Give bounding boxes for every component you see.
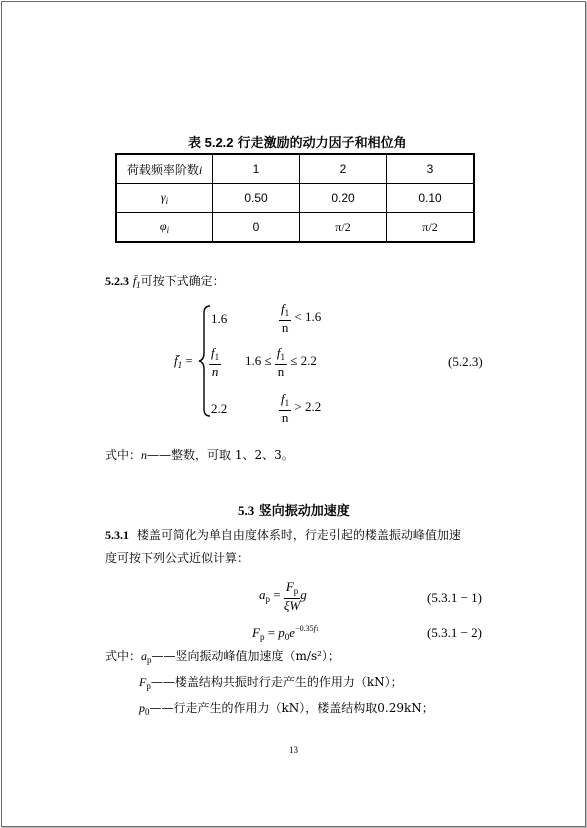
section-title: 5.3 竖向振动加速度 [238, 503, 350, 519]
clause-5-2-3-heading: 5.2.3 $f̄_1$可按下式确定： [105, 274, 225, 290]
equation-number-5-3-1-2: (5.3.1 − 2) [427, 625, 482, 640]
table-caption [188, 132, 407, 151]
table-col-header: 1 [213, 154, 300, 184]
table-caption-text: 行走激励的动力因子和相位角 [237, 136, 407, 151]
case-1-value: 1.6 [211, 311, 228, 326]
table-row [116, 213, 474, 243]
case-1-condition: $\frac{f_1}{n}$ < 1.6 [281, 301, 322, 335]
equation-lhs: $f̄_1$ = [174, 353, 193, 370]
equation-number-5-2-3: (5.2.3) [448, 354, 483, 369]
case-2-value: $\frac{f_1}{n}$ [211, 345, 220, 379]
equation-number-5-3-1-1: (5.3.1 − 1) [427, 590, 482, 605]
where-def-ap: 式中：$a_p——$竖向振动峰值加速度（m/s²）； [105, 649, 340, 665]
page-number: 13 [289, 745, 298, 755]
table-cell: 0.50 [213, 184, 300, 213]
table-cell: 0.20 [300, 184, 387, 213]
table-cell: 0 [213, 213, 300, 243]
case-2-condition: 1.6 ≤ $\frac{f_1}{n}$ ≤ 2.2 [245, 345, 317, 379]
clause-5-3-1-line-2: 度可按下列公式近似计算： [105, 551, 250, 565]
table-row-symbol: $\gamma_i$ [116, 184, 213, 213]
clause-number: 5.3.1 [105, 528, 129, 542]
clause-number: 5.2.3 [105, 274, 129, 288]
table-col-header: 3 [387, 154, 475, 184]
dynamic-factor-table [115, 153, 475, 243]
equation-5-3-1-1: $a_p$ = $\frac{F_p}{\xi W}$ g [259, 579, 307, 613]
table-cell: π/2 [300, 213, 387, 243]
table-row-symbol: $\varphi_i$ [116, 213, 213, 243]
where-note-5-2-3: 式中：n——整数，可取 1、2、3。 [105, 448, 294, 462]
where-def-p0: $p_0——$行走产生的作用力（kN），楼盖结构取0.29kN； [139, 701, 434, 717]
table-header-label: 荷载频率阶数i [116, 154, 213, 184]
clause-5-3-1-line-1: 5.3.1 楼盖可简化为单自由度体系时，行走引起的楼盖振动峰值加速 [105, 528, 461, 542]
table-cell: π/2 [387, 213, 475, 243]
table-caption-number: 表 5.2.2 [188, 135, 234, 150]
equation-5-3-1-2: $F_p = p_0e^{-0.35f1}$ [252, 624, 319, 642]
case-3-value: 2.2 [211, 401, 228, 416]
table-header-row [116, 154, 474, 184]
table-col-header: 2 [300, 154, 387, 184]
table-cell: 0.10 [387, 184, 475, 213]
table-row [116, 184, 474, 213]
case-3-condition: $\frac{f_1}{n}$ > 2.2 [281, 391, 322, 425]
where-def-fp: $F_p——$楼盖结构共振时行走产生的作用力（kN）； [139, 675, 403, 691]
document-page [1, 1, 586, 827]
